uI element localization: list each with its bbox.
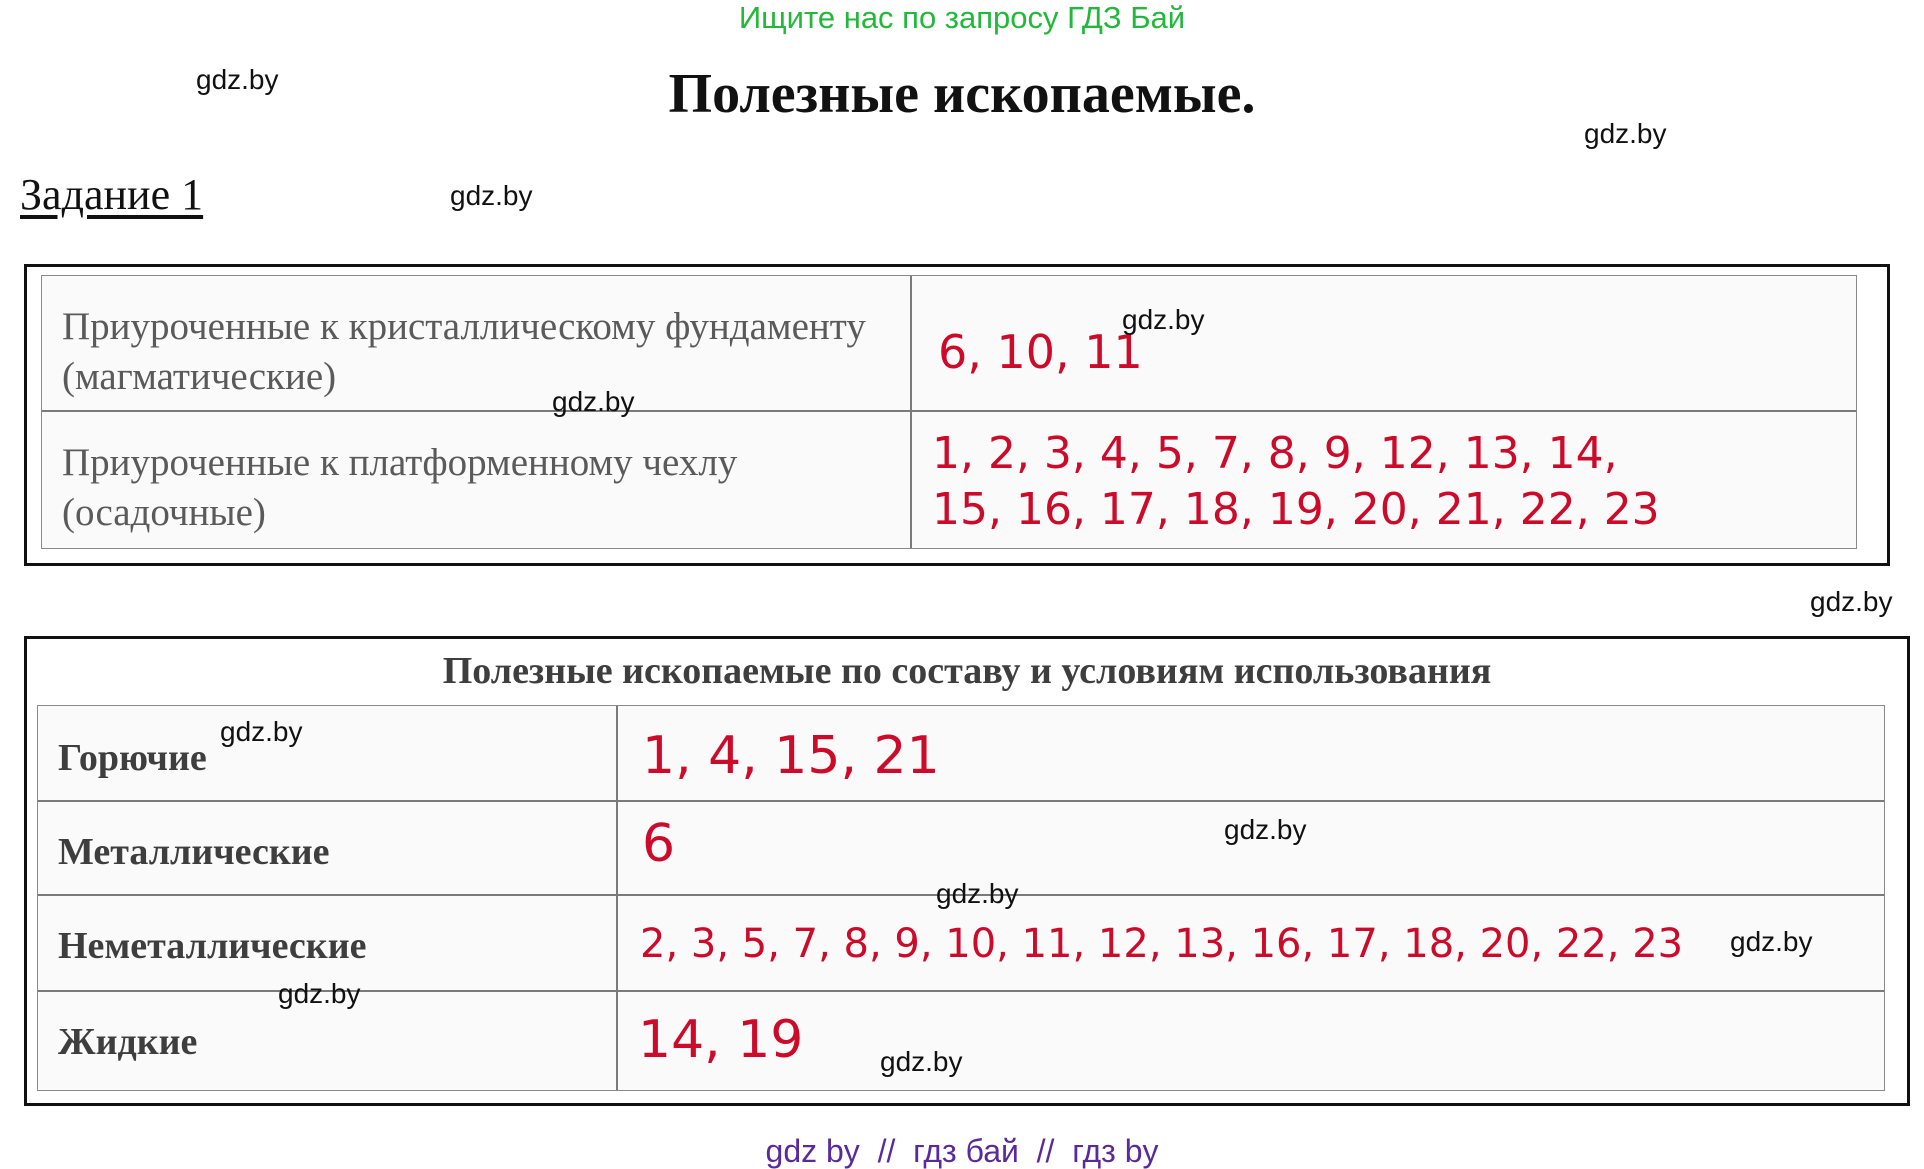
watermark: gdz.by [1224,814,1307,845]
table2-row1-answer: 1, 4, 15, 21 [642,726,940,786]
top-banner: Ищите нас по запросу ГДЗ Бай [738,0,1186,35]
table1-row2-answer [932,426,1660,538]
page-title: Полезные ископаемые. [668,63,1256,125]
watermark: gdz.by [936,878,1019,909]
watermark: gdz.by [1730,926,1813,957]
table2-row2-answer: 6 [642,814,676,874]
watermark: gdz.by [278,978,361,1009]
table2-row4-answer: 14, 19 [638,1010,804,1070]
table1-frame [24,264,1890,566]
table1-row1-label-line2: (магматические) [62,355,337,398]
table1-column-divider [910,276,912,548]
table2-row4-label: Жидкие [58,1021,198,1063]
table2-row1-label: Горючие [58,737,207,779]
watermark: gdz.by [450,180,533,211]
table1-row2-answer-line1: 1, 2, 3, 4, 5, 7, 8, 9, 12, 13, 14, [932,428,1618,479]
table1-row2-answer-line2: 15, 16, 17, 18, 19, 20, 21, 22, 23 [932,484,1660,535]
watermark: gdz.by [1122,304,1205,335]
table2-row2-label: Металлические [58,831,330,873]
watermark: gdz.by [552,386,635,417]
table1-scan [41,275,1857,549]
table2-column-divider [616,706,618,1090]
watermark: gdz.by [880,1046,963,1077]
table2-row3-label: Неметаллические [58,925,367,967]
table1-row1-label-line1: Приуроченные к кристаллическому фундаменту [62,305,866,348]
table1-row1-label [62,302,902,402]
watermark: gdz.by [1584,118,1667,149]
watermark: gdz.by [196,64,279,95]
table1-row2-label-line2: (осадочные) [62,491,266,534]
table1-row2-label [62,438,902,538]
watermark: gdz.by [220,716,303,747]
table2-header: Полезные ископаемые по составу и условиям использования [442,650,1492,692]
table1-row1-answer: 6, 10, 11 [938,325,1143,379]
footer-links: gdz by // гдз бай // гдз by [765,1133,1159,1169]
table1-row2-label-line1: Приуроченные к платформенному чехлу [62,441,738,484]
task-label: Задание 1 [20,170,204,219]
table2-row3-answer: 2, 3, 5, 7, 8, 9, 10, 11, 12, 13, 16, 17, 18, 20, 22, 23 [640,921,1684,967]
watermark: gdz.by [1810,586,1893,617]
table2-frame [24,636,1910,1106]
table1-row-divider [42,410,1856,412]
table2-row-divider-1 [38,800,1884,802]
